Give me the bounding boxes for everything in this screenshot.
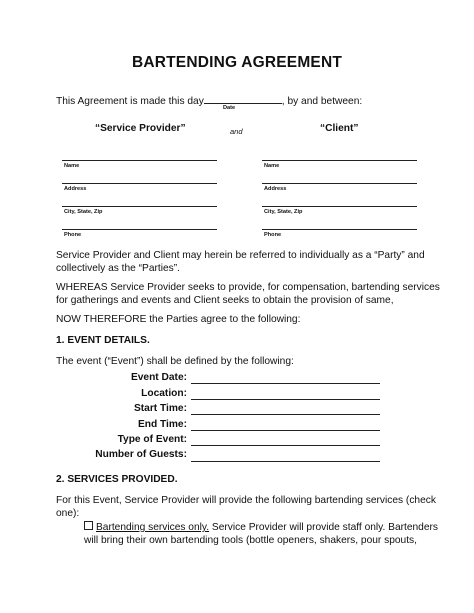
client-phone-field[interactable] [262, 229, 417, 230]
section2-heading: 2. SERVICES PROVIDED. [56, 474, 178, 485]
event-date-label: Event Date: [130, 372, 187, 383]
date-caption: Date [223, 105, 236, 111]
option1-line2: will bring their own bartending tools (bottle openers, shakers, pour spouts, [84, 535, 417, 546]
therefore-paragraph: NOW THEREFORE the Parties agree to the following: [56, 314, 301, 325]
provider-city-field[interactable] [62, 206, 217, 207]
bartending-only-checkbox[interactable] [84, 521, 93, 530]
parties-paragraph-line2: collectively as the “Parties”. [56, 263, 180, 274]
type-of-event-label: Type of Event: [117, 434, 187, 445]
section2-text-line1: For this Event, Service Provider will provide the following bartending services (check [56, 495, 436, 506]
start-time-label: Start Time: [133, 403, 187, 414]
date-field[interactable] [204, 93, 282, 104]
section1-heading: 1. EVENT DETAILS. [56, 335, 150, 346]
location-label: Location: [141, 388, 187, 399]
provider-name-caption: Name [64, 163, 80, 169]
provider-name-field[interactable] [62, 160, 217, 161]
document-title: BARTENDING AGREEMENT [131, 54, 343, 71]
provider-city-caption: City, State, Zip [64, 209, 103, 215]
type-of-event-field[interactable] [191, 445, 380, 446]
and-word: and [230, 127, 243, 136]
section1-text: The event (“Event”) shall be defined by the following: [56, 356, 294, 367]
end-time-field[interactable] [191, 430, 380, 431]
option1-title: Bartending services only. [96, 522, 210, 533]
parties-paragraph-line1: Service Provider and Client may herein be referred to individually as a “Party” and [56, 250, 425, 261]
section2-text-line2: one): [56, 508, 80, 519]
client-name-field[interactable] [262, 160, 417, 161]
number-of-guests-field[interactable] [191, 461, 380, 462]
whereas-paragraph-line2: for gatherings and events and Client seeks to obtain the provision of same, [56, 295, 394, 306]
option-bartending-only [84, 521, 438, 534]
client-address-caption: Address [264, 186, 287, 192]
end-time-label: End Time: [137, 419, 187, 430]
provider-address-caption: Address [64, 186, 87, 192]
number-of-guests-label: Number of Guests: [95, 449, 187, 460]
intro-prefix: This Agreement is made this day [56, 96, 204, 107]
client-address-field[interactable] [262, 183, 417, 184]
provider-address-field[interactable] [62, 183, 217, 184]
intro-suffix: , by and between: [281, 96, 363, 107]
provider-phone-field[interactable] [62, 229, 217, 230]
start-time-field[interactable] [191, 414, 380, 415]
client-label: “Client” [320, 123, 359, 134]
provider-phone-caption: Phone [64, 232, 82, 238]
intro-line [56, 93, 362, 108]
whereas-paragraph-line1: WHEREAS Service Provider seeks to provide, for compensation, bartending services [56, 282, 440, 293]
provider-label: “Service Provider” [95, 123, 186, 134]
client-phone-caption: Phone [264, 232, 282, 238]
client-name-caption: Name [264, 163, 280, 169]
location-field[interactable] [191, 399, 380, 400]
option1-rest: Service Provider will provide staff only. Bartenders [209, 522, 439, 533]
client-city-caption: City, State, Zip [264, 209, 303, 215]
event-date-field[interactable] [191, 383, 380, 384]
client-city-field[interactable] [262, 206, 417, 207]
